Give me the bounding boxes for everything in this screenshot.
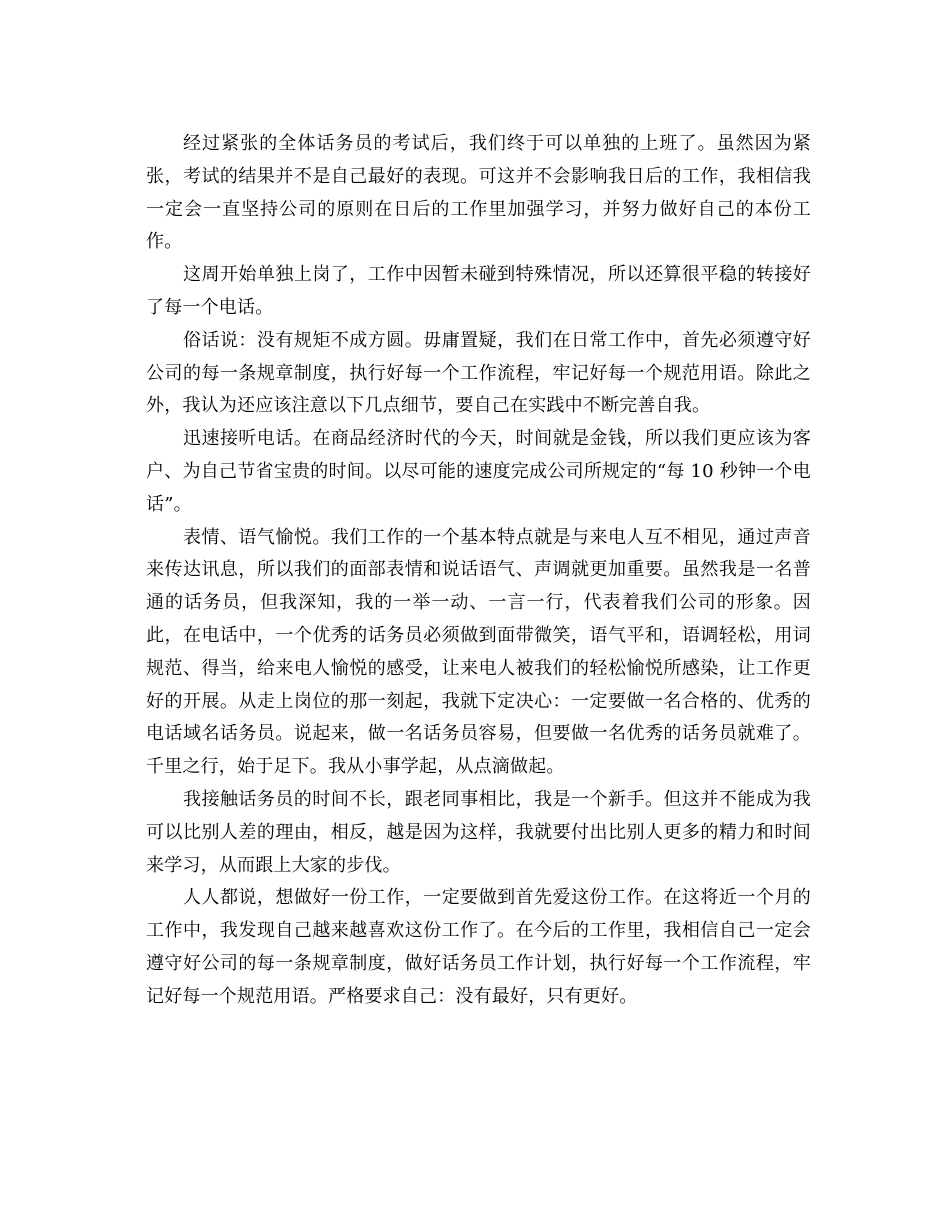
document-body	[146, 128, 811, 1014]
paragraph-2: 这周开始单独上岗了，工作中因暂未碰到特殊情况，所以还算很平稳的转接好了每一个电话。	[146, 264, 811, 318]
paragraph-5: 表情、语气愉悦。我们工作的一个基本特点就是与来电人互不相见，通过声音来传达讯息，所以我们的面部表情和说话语气、声调就更加重要。虽然我是一名普通的话务员，但我深知，我的一举一动、一言一行，代表着我们公司的形象。因此，在电话中，一个优秀的话务员必须做到面带微笑，语气平和，语调轻松，用词规范、得当，给来电人愉悦的感受，让来电人被我们的轻松愉悦所感染，让工作更好的开展。从走上岗位的那一刻起，我就下定决心：一定要做一名合格的、优秀的电话域名话务员。说起来，做一名话务员容易，但要做一名优秀的话务员就难了。千里之行，始于足下。我从小事学起，从点滴做起。	[146, 526, 811, 778]
paragraph-6: 我接触话务员的时间不长，跟老同事相比，我是一个新手。但这并不能成为我可以比别人差的理由，相反，越是因为这样，我就要付出比别人更多的精力和时间来学习，从而跟上大家的步伐。	[146, 788, 811, 876]
paragraph-1: 经过紧张的全体话务员的考试后，我们终于可以单独的上班了。虽然因为紧张，考试的结果并不是自己最好的表现。可这并不会影响我日后的工作，我相信我一定会一直坚持公司的原则在日后的工作里加强学习，并努力做好自己的本份工作。	[146, 133, 811, 253]
paragraph-3: 俗话说：没有规矩不成方圆。毋庸置疑，我们在日常工作中，首先必须遵守好公司的每一条规章制度，执行好每一个工作流程，牢记好每一个规范用语。除此之外，我认为还应该注意以下几点细节，要自己在实践中不断完善自我。	[146, 329, 811, 417]
paragraph-4: 迅速接听电话。在商品经济时代的今天，时间就是金钱，所以我们更应该为客户、为自己节省宝贵的时间。以尽可能的速度完成公司所规定的“每 10 秒钟一个电话”。	[146, 428, 811, 515]
paragraph-7: 人人都说，想做好一份工作，一定要做到首先爱这份工作。在这将近一个月的工作中，我发现自己越来越喜欢这份工作了。在今后的工作里，我相信自己一定会遵守好公司的每一条规章制度，做好话务员工作计划，执行好每一个工作流程，牢记好每一个规范用语。严格要求自己：没有最好，只有更好。	[146, 887, 811, 1007]
